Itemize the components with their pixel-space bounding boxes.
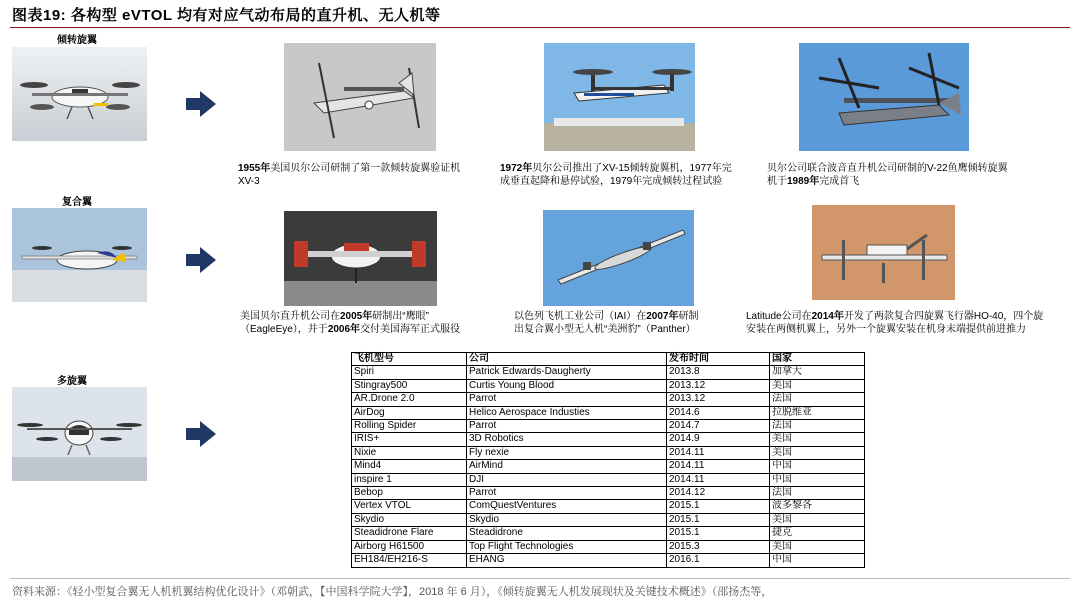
table-cell-country: 拉脱维亚 xyxy=(770,406,865,419)
table-cell-company: DJI xyxy=(467,473,667,486)
table-cell-model: EH184/EH216-S xyxy=(352,554,467,567)
photo-compound-evtol xyxy=(12,208,147,302)
table-row xyxy=(352,554,865,567)
table-cell-country: 美国 xyxy=(770,513,865,526)
caption-v22: 贝尔公司联合波音直升机公司研制的V-22鱼鹰倾转旋翼 机于1989年完成首飞 xyxy=(767,163,1008,187)
section-label-tilt-rotor: 倾转旋翼 xyxy=(57,35,97,46)
table-cell-model: IRIS+ xyxy=(352,433,467,446)
table-cell-country: 波多黎各 xyxy=(770,500,865,513)
photo-panther xyxy=(543,210,694,306)
table-row xyxy=(352,406,865,419)
table-cell-country: 中国 xyxy=(770,460,865,473)
table-cell-release-date: 2014.11 xyxy=(667,473,770,486)
table-row xyxy=(352,366,865,379)
photo-xv15 xyxy=(544,43,695,151)
table-cell-model: AirDog xyxy=(352,406,467,419)
caption-xv15: 1972年贝尔公司推出了XV-15倾转旋翼机，1977年完 成垂直起降和悬停试验，1979年完成倾转过程试验 xyxy=(500,163,732,187)
table-cell-country: 美国 xyxy=(770,446,865,459)
table-cell-release-date: 2015.1 xyxy=(667,513,770,526)
table-cell-country: 中国 xyxy=(770,554,865,567)
footer-divider xyxy=(10,578,1070,579)
table-cell-model: inspire 1 xyxy=(352,473,467,486)
table-row xyxy=(352,540,865,553)
table-cell-country: 捷克 xyxy=(770,527,865,540)
table-cell-model: Skydio xyxy=(352,513,467,526)
table-cell-model: Vertex VTOL xyxy=(352,500,467,513)
table-cell-release-date: 2013.8 xyxy=(667,366,770,379)
table-cell-model: Bebop xyxy=(352,487,467,500)
table-cell-company: EHANG xyxy=(467,554,667,567)
caption-eagleeye: 美国贝尔直升机公司在2005年研制出“鹰眼” （EagleEye），并于2006年交付美国海军正式服役 xyxy=(240,311,461,335)
section-label-compound-wing: 复合翼 xyxy=(62,197,92,208)
table-cell-model: Mind4 xyxy=(352,460,467,473)
column-header-company: 公司 xyxy=(467,353,667,366)
source-note: 资料来源：《轻小型复合翼无人机机翼结构优化设计》（邓朝武，【中国科学院大学】，2018 年 6 月），《倾转旋翼无人机发展现状及关键技术概述》（邵扬杰等， xyxy=(12,586,773,598)
title-divider xyxy=(10,27,1070,28)
arrow-right-icon xyxy=(186,421,216,447)
arrow-right-icon xyxy=(186,247,216,273)
table-cell-release-date: 2014.11 xyxy=(667,446,770,459)
table-row xyxy=(352,460,865,473)
table-cell-release-date: 2014.7 xyxy=(667,420,770,433)
table-cell-model: Rolling Spider xyxy=(352,420,467,433)
caption-panther: 以色列飞机工业公司（IAI）在2007年研制 出复合翼小型无人机“美洲豹”（Panther） xyxy=(514,311,699,335)
table-row xyxy=(352,500,865,513)
caption-xv3: 1955年美国贝尔公司研制了第一款倾转旋翼验证机 XV-3 xyxy=(238,163,461,187)
caption-latitude: Latitude公司在2014年开发了两款复合四旋翼飞行器HO-40，四个旋 安装在两侧机翼上，另外一个旋翼安装在机身末端提供前进推力 xyxy=(746,311,1044,335)
table-cell-company: Curtis Young Blood xyxy=(467,379,667,392)
table-cell-country: 法国 xyxy=(770,420,865,433)
table-cell-country: 加拿大 xyxy=(770,366,865,379)
column-header-model: 飞机型号 xyxy=(352,353,467,366)
column-header-release-date: 发布时间 xyxy=(667,353,770,366)
table-cell-model: Steadidrone Flare xyxy=(352,527,467,540)
table-cell-country: 中国 xyxy=(770,473,865,486)
table-row xyxy=(352,433,865,446)
table-cell-release-date: 2015.1 xyxy=(667,500,770,513)
table-cell-company: Parrot xyxy=(467,487,667,500)
photo-eagleeye xyxy=(284,211,437,306)
table-cell-company: Parrot xyxy=(467,393,667,406)
photo-latitude-ho40 xyxy=(812,205,955,300)
table-cell-release-date: 2014.9 xyxy=(667,433,770,446)
table-cell-release-date: 2015.3 xyxy=(667,540,770,553)
table-cell-release-date: 2016.1 xyxy=(667,554,770,567)
figure-title: 图表19: 各构型 eVTOL 均有对应气动布局的直升机、无人机等 xyxy=(12,7,441,24)
table-cell-country: 法国 xyxy=(770,487,865,500)
table-cell-company: Steadidrone xyxy=(467,527,667,540)
table-cell-model: Spiri xyxy=(352,366,467,379)
table-row xyxy=(352,473,865,486)
table-row xyxy=(352,513,865,526)
table-row xyxy=(352,527,865,540)
table-cell-company: Helico Aerospace Industies xyxy=(467,406,667,419)
table-cell-country: 美国 xyxy=(770,379,865,392)
table-cell-model: Stingray500 xyxy=(352,379,467,392)
photo-tiltrotor-evtol xyxy=(12,47,147,141)
table-cell-release-date: 2014.6 xyxy=(667,406,770,419)
table-cell-company: Top Flight Technologies xyxy=(467,540,667,553)
table-cell-company: Skydio xyxy=(467,513,667,526)
table-cell-release-date: 2014.12 xyxy=(667,487,770,500)
table-row xyxy=(352,487,865,500)
photo-v22 xyxy=(799,43,969,151)
table-row xyxy=(352,446,865,459)
table-cell-model: AR.Drone 2.0 xyxy=(352,393,467,406)
table-cell-country: 美国 xyxy=(770,433,865,446)
column-header-country: 国家 xyxy=(770,353,865,366)
table-cell-company: 3D Robotics xyxy=(467,433,667,446)
table-cell-model: Nixie xyxy=(352,446,467,459)
photo-xv3 xyxy=(284,43,436,151)
multirotor-aircraft-table xyxy=(351,352,865,568)
table-row xyxy=(352,379,865,392)
photo-multirotor-evtol xyxy=(12,387,147,481)
table-row xyxy=(352,393,865,406)
table-cell-model: Airborg H61500 xyxy=(352,540,467,553)
table-cell-release-date: 2014.11 xyxy=(667,460,770,473)
table-row xyxy=(352,420,865,433)
section-label-multirotor: 多旋翼 xyxy=(57,376,87,387)
table-cell-company: ComQuestVentures xyxy=(467,500,667,513)
table-cell-company: Fly nexie xyxy=(467,446,667,459)
table-cell-company: Patrick Edwards-Daugherty xyxy=(467,366,667,379)
table-cell-release-date: 2013.12 xyxy=(667,393,770,406)
table-cell-company: Parrot xyxy=(467,420,667,433)
table-cell-company: AirMind xyxy=(467,460,667,473)
table-cell-country: 法国 xyxy=(770,393,865,406)
table-cell-country: 美国 xyxy=(770,540,865,553)
arrow-right-icon xyxy=(186,91,216,117)
table-cell-release-date: 2015.1 xyxy=(667,527,770,540)
table-cell-release-date: 2013.12 xyxy=(667,379,770,392)
table-header-row xyxy=(352,353,865,366)
